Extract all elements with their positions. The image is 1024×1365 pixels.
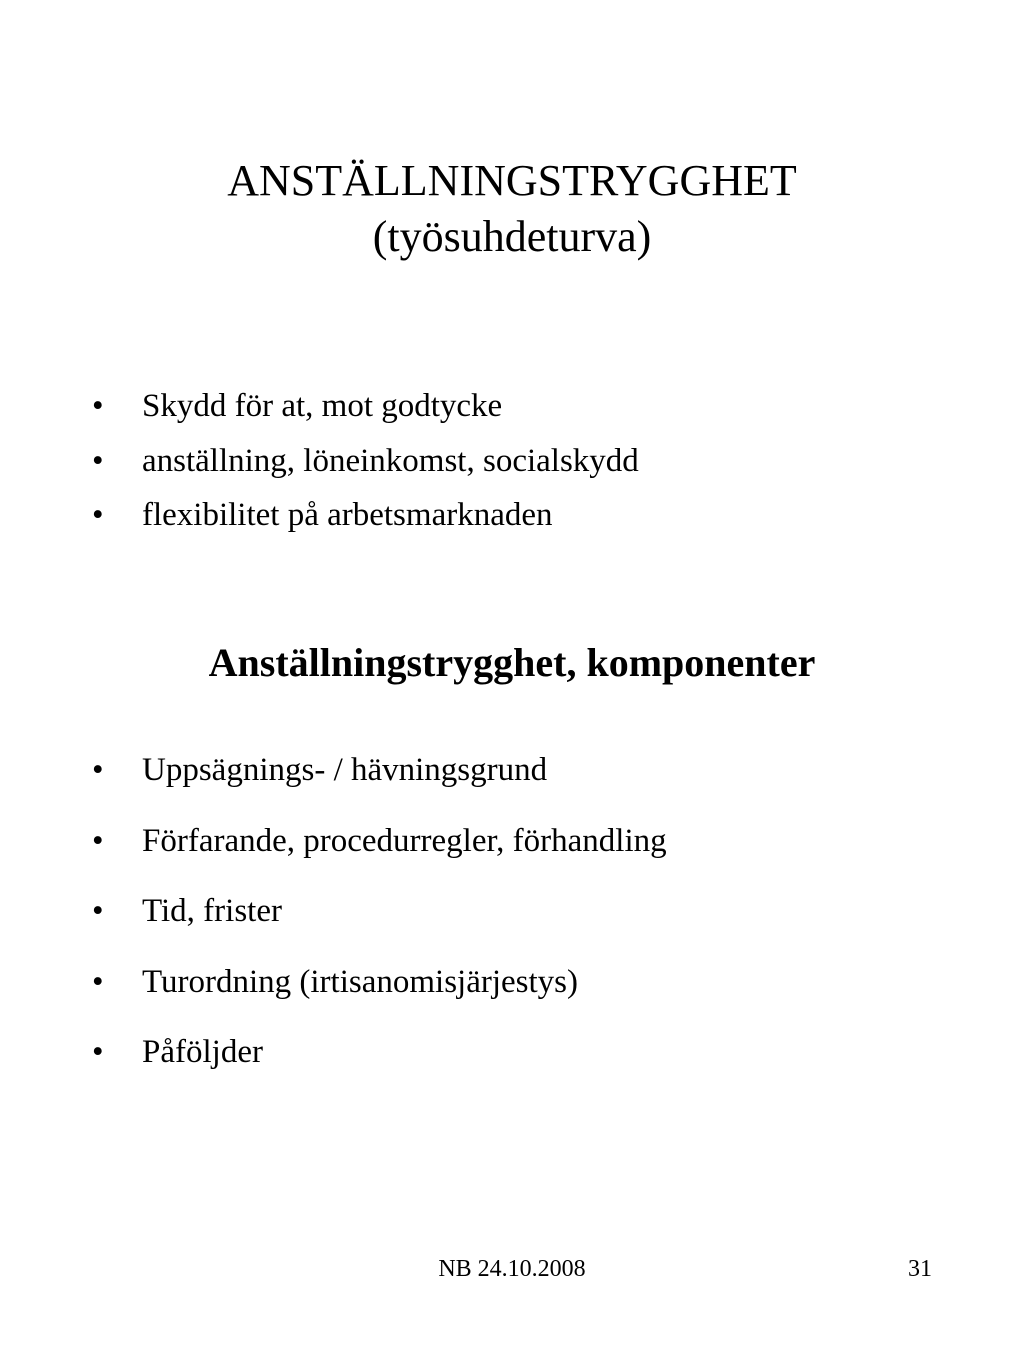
slide-title <box>0 153 1024 265</box>
section-heading: Anställningstrygghet, komponenter <box>208 640 816 686</box>
title-line-main: ANSTÄLLNINGSTRYGGHET <box>227 156 797 206</box>
list-item-text: Påföljder <box>142 1034 263 1070</box>
bullet-icon: • <box>92 893 104 929</box>
list-item-text: Turordning (irtisanomisjärjestys) <box>142 963 579 1000</box>
page-number: 31 <box>908 1256 932 1282</box>
list-item <box>0 819 667 890</box>
title-line-sub: (työsuhdeturva) <box>372 212 652 262</box>
bullet-icon: • <box>92 442 104 479</box>
bullet-icon: • <box>92 497 104 533</box>
list-item-text: Tid, frister <box>142 893 282 929</box>
list-item <box>0 889 667 960</box>
bullet-icon: • <box>92 963 104 1000</box>
bullet-icon: • <box>92 1034 104 1070</box>
list-item <box>0 748 667 819</box>
list-item-text: Skydd för at, mot godtycke <box>142 388 503 424</box>
bullet-icon: • <box>92 388 104 424</box>
bullet-icon: • <box>92 822 104 859</box>
list-item <box>0 384 639 439</box>
bullet-icon: • <box>92 752 104 788</box>
list-item-text: Förfarande, procedurregler, förhandling <box>142 822 667 859</box>
list-item-text: Uppsägnings- / hävningsgrund <box>142 752 548 788</box>
bullet-list-bottom <box>0 748 667 1101</box>
footer-text: NB 24.10.2008 <box>438 1256 586 1282</box>
list-item <box>0 493 639 548</box>
list-item <box>0 1030 667 1101</box>
bullet-list-top <box>0 384 639 548</box>
list-item <box>0 960 667 1031</box>
list-item-text: anställning, löneinkomst, socialskydd <box>142 442 639 479</box>
list-item <box>0 439 639 494</box>
list-item-text: flexibilitet på arbetsmarknaden <box>142 497 553 533</box>
